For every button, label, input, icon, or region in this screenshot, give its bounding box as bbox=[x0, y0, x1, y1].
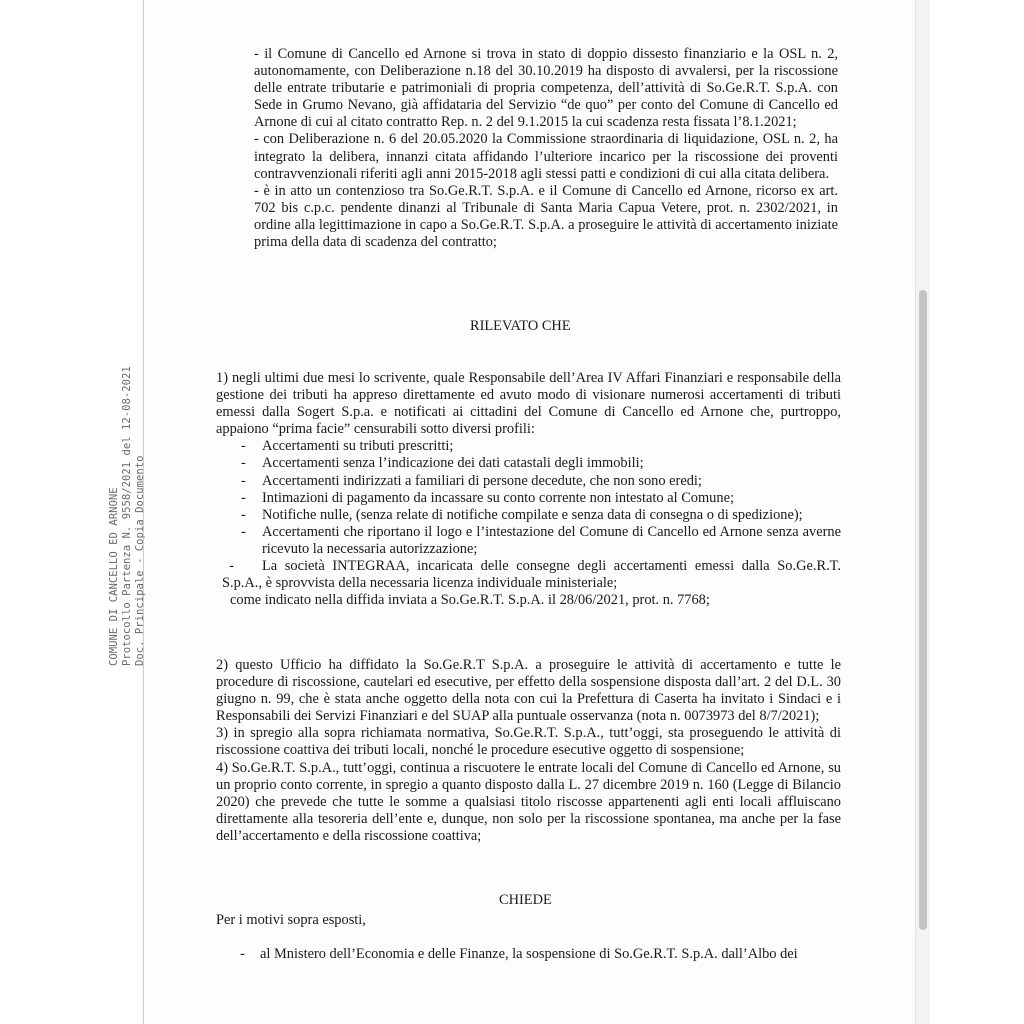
premessa-paragraph: - è in atto un contenzioso tra So.Ge.R.T. S.p.A. e il Comune di Cancello ed Arnone, ricorso ex art. 702 bis c.p.c. pendente dinanzi al Tribunale di Santa Maria Capua Vetere, prot. n. 2302/2021, in ordine alla legittimazione in capo a So.Ge.R.T. S.p.A. a proseguire le attività di accertamento iniziate prima della data di scadenza del contratto; bbox=[254, 182, 838, 251]
list-item: - Accertamenti indirizzati a familiari di persone decedute, che non sono eredi; bbox=[241, 472, 702, 489]
point-paragraph: 2) questo Ufficio ha diffidato la So.Ge.R.T S.p.A. a proseguire le attività di accertamento e tutte le procedure di riscossione, cautelari ed esecutive, per effetto della sospensione disposta dall’art. 2 del D.L. 30 giugno n. 99, che è stata anche oggetto della nota con cui la Prefettura di Caserta ha invitato i Sindaci e i Responsabili dei Servizi Finanziari e del SUAP alla puntuale osservanza (nota n. 0073973 del 8/7/2021); bbox=[216, 657, 841, 725]
diffida-reference: come indicato nella diffida inviata a So.Ge.R.T. S.p.A. il 28/06/2021, prot. n. 7768; bbox=[230, 592, 710, 609]
point-paragraph: 3) in spregio alla sopra richiamata normativa, So.Ge.R.T. S.p.A., tutt’oggi, sta proseguendo le attività di riscossione coattiva dei tributi locali, nonché le procedure esecutive oggetto di sospensione; bbox=[216, 725, 841, 759]
premessa-paragraph: - il Comune di Cancello ed Arnone si trova in stato di doppio dissesto finanziario e la OSL n. 2, autonomamente, con Deliberazione n.18 del 30.10.2019 ha disposto di avvalersi, per la riscossione delle entrate tributarie e patrimoniali di propria competenza, dell’attività di So.Ge.R.T. S.p.A. con Sede in Grumo Nevano, già affidataria del Servizio “de quo” per conto del Comune di Cancello ed Arnone di cui al citato contratto Rep. n. 2 del 9.1.2015 la cui scadenza resta fissata l’8.1.2021; bbox=[254, 46, 838, 131]
rilevato-che-heading: RILEVATO CHE bbox=[470, 318, 571, 334]
point-1-intro: 1) negli ultimi due mesi lo scrivente, quale Responsabile dell’Area IV Affari Finanziari e responsabile della gestione dei tributi ha appreso direttamente ed avuto modo di visionare numerosi accertamenti di tributi emessi dalla Sogert S.p.a. e notificati ai cittadini del Comune di Cancello ed Arnone che, purtroppo, appaiono “prima facie” censurabili sotto diversi profili: bbox=[216, 370, 841, 438]
chiede-heading: CHIEDE bbox=[499, 892, 552, 908]
request-item: - al Mnistero dell’Economia e delle Finanze, la sospensione di So.Ge.R.T. S.p.A. dall’Albo dei bbox=[240, 946, 798, 962]
stamp-line-1: COMUNE DI CANCELLO ED ARNONE bbox=[108, 487, 120, 666]
rilevato-section bbox=[216, 370, 841, 609]
premessa-paragraph: - con Deliberazione n. 6 del 20.05.2020 la Commissione straordinaria di liquidazione, OSL n. 2, ha integrato la delibera, innanzi citata affidando l’ulteriore incarico per la riscossione dei proventi contravvenzionali riferiti agli anni 2015-2018 agli stessi patti e condizioni di cui alla citata delibera. bbox=[254, 131, 838, 182]
profili-list bbox=[216, 438, 841, 558]
integraa-item: - La società INTEGRAA, incaricata delle consegne degli accertamenti emessi dalla So.Ge.R.T. S.p.A., è sprovvista della necessaria licenza individuale ministeriale; bbox=[222, 558, 841, 592]
list-item: - Accertamenti su tributi prescritti; bbox=[241, 438, 454, 455]
protocol-stamp bbox=[108, 366, 147, 666]
premesse-section bbox=[254, 46, 838, 251]
list-item: - Intimazioni di pagamento da incassare su conto corrente non intestato al Comune; bbox=[241, 489, 734, 506]
list-item: - Accertamenti senza l’indicazione dei dati catastali degli immobili; bbox=[241, 455, 644, 472]
viewer-right-margin bbox=[930, 0, 1024, 1024]
points-section bbox=[216, 657, 841, 845]
stamp-line-2: Protocollo Partenza N. 9558/2021 del 12-08-2021 bbox=[121, 366, 133, 666]
scrollbar-thumb[interactable] bbox=[919, 290, 927, 930]
list-item: - Accertamenti che riportano il logo e l’intestazione del Comune di Cancello ed Arnone senza averne ricevuto la necessaria autorizzazione; bbox=[241, 523, 841, 557]
per-i-motivi-text: Per i motivi sopra esposti, bbox=[216, 912, 366, 928]
list-item: - Notifiche nulle, (senza relate di notifiche compilate e senza data di consegna o di spedizione); bbox=[241, 506, 803, 523]
vertical-scrollbar[interactable] bbox=[915, 0, 930, 1024]
point-paragraph: 4) So.Ge.R.T. S.p.A., tutt’oggi, continua a riscuotere le entrate locali del Comune di Cancello ed Arnone, su un proprio conto corrente, in spregio a quanto disposto dalla L. 27 dicembre 2019 n. 160 (Legge di Bilancio 2020) che prevede che tutte le somme a qualsiasi titolo riscosse appartenenti agli enti locali affluiscano direttamente alla tesoreria dell’ente e, dunque, non solo per la riscossione spontanea, ma anche per la fase dell’accertamento e della riscossione coattiva; bbox=[216, 759, 841, 844]
stamp-line-3: Doc. Principale - Copia Documento bbox=[134, 455, 146, 666]
